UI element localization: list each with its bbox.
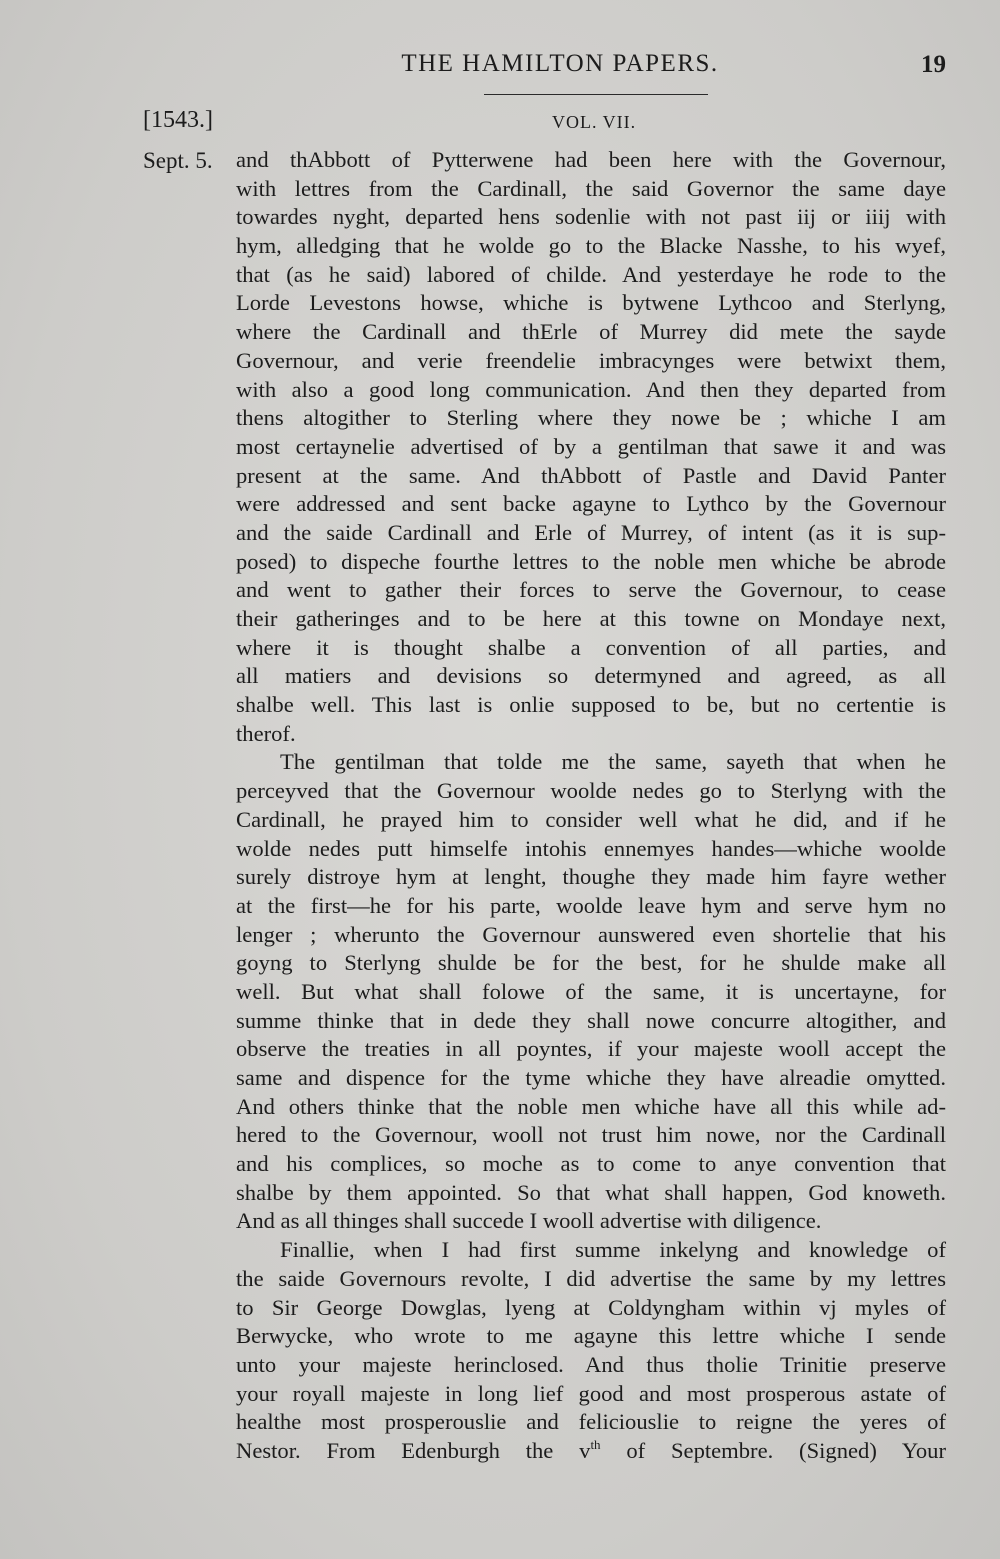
body-line: with also a good long communication. And then they departed from	[236, 376, 946, 402]
body-line: observe the treaties in all poyntes, if your majeste wooll accept the	[236, 1036, 946, 1062]
body-line: where the Cardinall and thErle of Murrey did mete the sayde	[236, 319, 946, 345]
body-line: goyng to Sterlyng shulde be for the best, for he shulde make all	[236, 950, 946, 976]
body-line: towardes nyght, departed hens sodenlie with not past iij or iiij with	[236, 204, 946, 230]
body-line: hered to the Governour, wooll not trust him nowe, nor the Cardinall	[236, 1122, 946, 1148]
body-line: to Sir George Dowglas, lyeng at Coldyngham within vj myles of	[236, 1294, 946, 1320]
body-line: most certaynelie advertised of by a gentilman that sawe it and was	[236, 433, 946, 459]
running-title: THE HAMILTON PAPERS.	[401, 50, 719, 77]
body-line: healthe most prosperouslie and feliciouslie to reigne the yeres of	[236, 1409, 946, 1435]
body-line: all matiers and devisions so determyned and agreed, as all	[236, 663, 946, 689]
final-line-after: of Septembre. (Signed) Your	[600, 1437, 946, 1463]
body-line: lenger ; wherunto the Governour aunswered even shortelie that his	[236, 921, 946, 947]
body-line: therof.	[236, 720, 296, 746]
body-line: and thAbbott of Pytterwene had been here with the Governour,	[236, 147, 946, 172]
body-line: summe thinke that in dede they shall nowe concurre altogither, and	[236, 1007, 946, 1033]
body-line: And others thinke that the noble men whiche have all this while ad-	[236, 1093, 946, 1119]
body-line: Cardinall, he prayed him to consider well what he did, and if he	[236, 806, 946, 832]
body-line: with lettres from the Cardinall, the said Governor the same daye	[236, 175, 946, 201]
body-line: well. But what shall folowe of the same, it is uncertayne, for	[236, 978, 946, 1004]
body-line: thens altogither to Sterling where they nowe be ; whiche I am	[236, 405, 946, 431]
body-line: shalbe well. This last is onlie supposed to be, but no certentie is	[236, 692, 946, 718]
body-line: present at the same. And thAbbott of Pastle and David Panter	[236, 462, 946, 488]
body-line: the saide Governours revolte, I did advertise the same by my lettres	[236, 1265, 946, 1291]
final-line-superscript: th	[590, 1436, 601, 1452]
body-line: and the saide Cardinall and Erle of Murrey, of intent (as it is sup-	[236, 519, 946, 545]
body-line: Finallie, when I had first summe inkelyng and knowledge of	[280, 1237, 946, 1263]
body-line: were addressed and sent backe agayne to Lythco by the Governour	[236, 491, 946, 517]
body-line: and his complices, so moche as to come to anye convention that	[236, 1151, 946, 1177]
body-line: their gatheringes and to be here at this towne on Mondaye next,	[236, 606, 946, 631]
year-label: [1543.]	[143, 107, 213, 133]
body-text	[236, 146, 946, 1466]
body-line: Berwycke, who wrote to me agayne this lettre whiche I sende	[236, 1323, 946, 1349]
body-line: hym, alledging that he wolde go to the Blacke Nasshe, to his wyef,	[236, 233, 946, 259]
body-line: Governour, and verie freendelie imbracynges were betwixt them,	[236, 347, 946, 373]
body-line: posed) to dispeche fourthe lettres to the noble men whiche be abrode	[236, 548, 946, 574]
body-line: Lorde Levestons howse, whiche is bytwene Lythcoo and Sterlyng,	[236, 290, 946, 316]
body-line: And as all thinges shall succede I wooll advertise with diligence.	[236, 1208, 822, 1234]
body-line: at the first—he for his parte, woolde leave hym and serve hym no	[236, 892, 946, 918]
body-line: that (as he said) labored of childe. And yesterdaye he rode to the	[236, 261, 946, 287]
page-number: 19	[921, 51, 946, 78]
body-line: wolde nedes putt himselfe intohis ennemyes handes—whiche woolde	[236, 835, 946, 861]
body-line-final	[236, 1437, 946, 1466]
body-line: The gentilman that tolde me the same, sayeth that when he	[280, 749, 946, 775]
volume-label: VOL. VII.	[552, 112, 637, 132]
body-line: your royall majeste in long lief good and most prosperous astate of	[236, 1380, 946, 1406]
final-line-before: Nestor. From Edenburgh the v	[236, 1437, 591, 1463]
body-line: where it is thought shalbe a convention of all parties, and	[236, 634, 946, 660]
body-line: perceyved that the Governour woolde nedes go to Sterlyng with the	[236, 778, 946, 804]
body-line: and went to gather their forces to serve the Governour, to cease	[236, 577, 946, 603]
body-line: shalbe by them appointed. So that what shall happen, God knoweth.	[236, 1179, 946, 1205]
body-line: surely distroye hym at lenght, thoughe they made him fayre wether	[236, 864, 946, 890]
title-rule	[484, 94, 708, 95]
body-line: same and dispence for the tyme whiche they have alreadie omytted.	[236, 1065, 946, 1090]
margin-date: Sept. 5.	[143, 148, 213, 173]
body-line: unto your majeste herinclosed. And thus tholie Trinitie preserve	[236, 1351, 946, 1377]
